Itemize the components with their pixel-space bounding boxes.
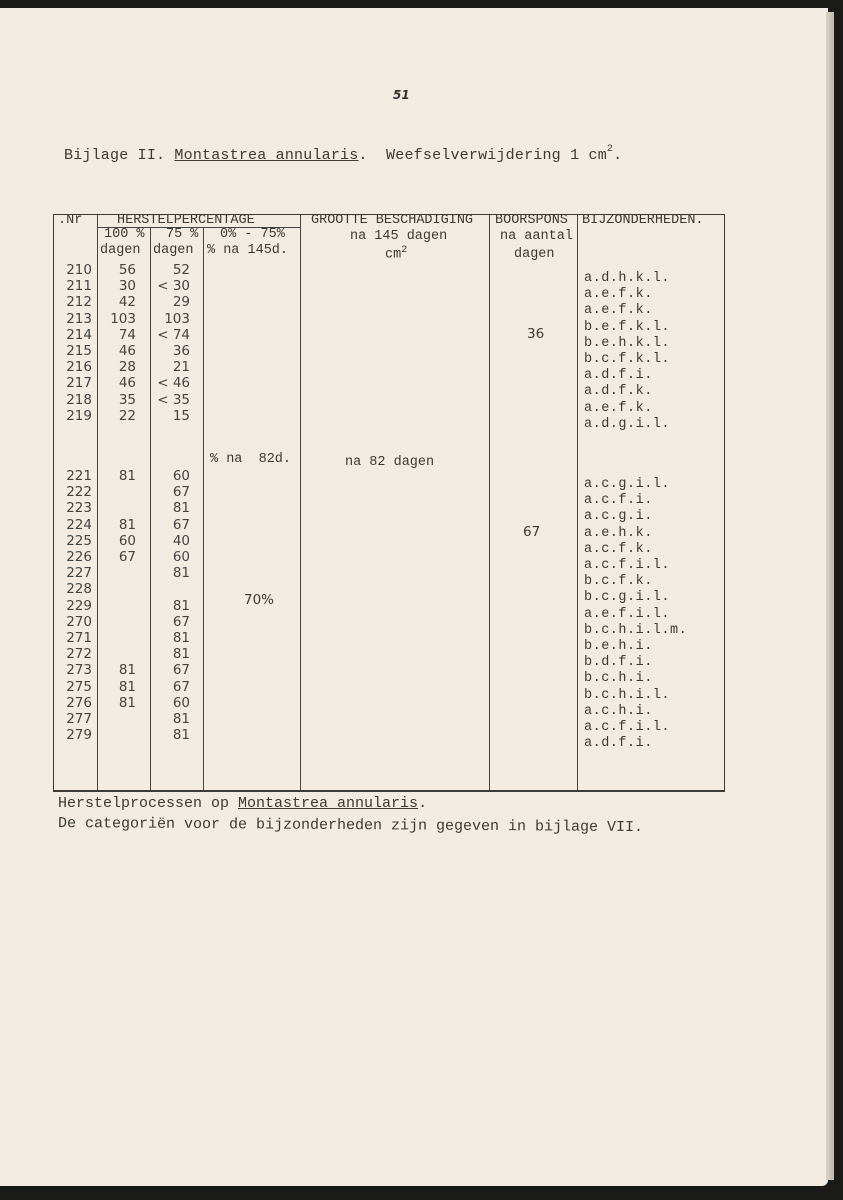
row-p75: 29	[172, 294, 190, 311]
row-nr: 216	[66, 359, 92, 376]
row-nr: 219	[66, 407, 92, 424]
row-bijzonderheden: a.c.f.i.l.	[584, 558, 671, 573]
header-75: 75 %	[166, 227, 199, 242]
title-superscript: 2	[606, 144, 614, 155]
row-nr: 223	[66, 500, 92, 517]
caption-species: Montastrea annularis	[238, 795, 419, 812]
row-bijzonderheden: a.d.f.k.	[584, 384, 653, 400]
row-nr: 210	[66, 262, 92, 278]
row-p100: 30	[118, 278, 136, 295]
grootte-cm-sup: 2	[401, 245, 408, 256]
row-p75: 67	[172, 516, 190, 533]
row-bijzonderheden: b.e.f.k.l.	[584, 319, 671, 335]
caption-end: .	[418, 795, 428, 812]
row-p75: 21	[172, 359, 190, 376]
boorspons-group2: 67	[523, 524, 541, 540]
row-p75: < 30	[157, 278, 190, 295]
col-divider	[577, 215, 578, 790]
header-boorspons-line2: dagen	[514, 247, 555, 262]
row-nr: 271	[66, 630, 92, 646]
row-nr: 217	[66, 375, 92, 392]
row-bijzonderheden: a.d.h.k.l.	[584, 271, 671, 286]
row-nr: 215	[66, 343, 92, 359]
row-p75: 81	[172, 500, 190, 517]
row-bijzonderheden: a.e.f.k.	[584, 400, 653, 416]
row-bijzonderheden: b.d.f.i.	[584, 655, 653, 671]
row-p75: 67	[172, 613, 190, 630]
document-page	[0, 8, 828, 1186]
row-p100: 60	[118, 532, 136, 549]
row-p75: 81	[172, 597, 190, 614]
title-suffix: . Weefselverwijdering 1 cm	[358, 147, 607, 164]
header-0-75-sub: % na 145d.	[207, 243, 289, 258]
header-0-75: 0% - 75%	[220, 227, 285, 242]
row-nr: 214	[66, 326, 92, 343]
header-grootte-line1	[350, 229, 447, 244]
row-bijzonderheden: b.c.f.k.	[584, 574, 653, 590]
row-p100: 28	[118, 359, 136, 376]
row-p75: 81	[172, 711, 190, 727]
row-nr: 279	[66, 727, 92, 744]
header-grootte-line2	[385, 245, 407, 263]
row-p75: < 46	[157, 375, 190, 392]
row-bijzonderheden: b.c.h.i.	[584, 671, 653, 687]
header-100: 100 %	[104, 227, 145, 242]
header-grootte-82: na 82 dagen	[345, 455, 435, 470]
row-p100: 81	[118, 468, 136, 484]
row-nr: 213	[66, 310, 92, 327]
page-number: 51	[393, 88, 410, 102]
row-bijzonderheden: a.c.h.i.	[584, 703, 653, 719]
col0-value-group2: 70%	[244, 592, 275, 608]
row-p100: 81	[118, 516, 136, 533]
row-nr: 224	[66, 516, 92, 533]
row-bijzonderheden: a.c.g.i.l.	[584, 477, 671, 492]
row-bijzonderheden: a.e.f.k.	[584, 287, 653, 303]
col-divider	[489, 215, 490, 790]
caption-line-1	[58, 795, 427, 812]
row-p100: 35	[118, 391, 136, 408]
row-p75: 67	[172, 484, 190, 501]
row-p100: 103	[110, 310, 136, 327]
row-bijzonderheden: b.e.h.i.	[584, 639, 653, 654]
row-bijzonderheden: b.c.f.k.l.	[584, 352, 671, 367]
row-bijzonderheden: b.c.h.i.l.	[584, 687, 671, 703]
col-divider	[300, 215, 301, 790]
row-p75: 81	[172, 565, 190, 582]
row-nr: 275	[66, 678, 92, 695]
row-nr: 211	[66, 278, 92, 295]
row-p75: < 74	[157, 326, 190, 343]
row-p75: 67	[172, 678, 190, 695]
row-bijzonderheden: a.d.f.i.	[584, 368, 653, 384]
row-nr: 225	[66, 532, 92, 549]
header-boorspons: BOORSPONS	[495, 213, 568, 228]
row-p100: 81	[118, 678, 136, 695]
row-p75: 60	[172, 549, 190, 565]
row-bijzonderheden: a.c.f.k.	[584, 541, 653, 557]
boorspons-group1: 36	[527, 326, 545, 342]
row-p100: 74	[118, 326, 136, 343]
col-divider	[97, 215, 98, 790]
row-bijzonderheden: a.e.h.k.	[584, 525, 653, 541]
row-nr: 277	[66, 711, 92, 727]
row-p75: 36	[172, 343, 190, 359]
row-bijzonderheden: a.c.f.i.l.	[584, 720, 671, 735]
row-p75: 81	[172, 646, 190, 663]
row-bijzonderheden: a.d.f.i.	[584, 736, 653, 752]
row-p75: 60	[172, 694, 190, 711]
row-p75: 52	[172, 262, 190, 278]
page-title	[64, 144, 622, 164]
row-p100: 56	[118, 262, 136, 278]
caption-prefix: Herstelprocessen op	[58, 795, 239, 812]
row-bijzonderheden: b.e.h.k.l.	[584, 335, 671, 351]
header-75-dagen: dagen	[153, 243, 194, 258]
header-grootte: GROOTTE BESCHADIGING	[311, 213, 474, 228]
title-species: Montastrea annularis	[174, 147, 359, 164]
row-nr: 276	[66, 694, 92, 711]
page-edge	[826, 12, 834, 1180]
row-p75: 81	[172, 630, 190, 646]
col-divider	[203, 227, 204, 790]
header-boorspons-line1: na aantal	[500, 229, 573, 244]
row-p75: 15	[172, 407, 190, 424]
row-nr: 226	[66, 549, 92, 565]
row-nr: 229	[66, 597, 92, 614]
row-p75: < 35	[157, 391, 190, 408]
row-p75: 60	[172, 468, 190, 484]
row-bijzonderheden: a.d.g.i.l.	[584, 416, 671, 432]
row-p100: 81	[118, 662, 136, 679]
header-bijzonderheden: BIJZONDERHEDEN.	[582, 213, 704, 228]
row-bijzonderheden: a.e.f.i.l.	[584, 606, 671, 622]
caption-line-2: De categoriën voor de bijzonderheden zijn gegeven in bijlage VII.	[57, 815, 644, 837]
row-nr: 272	[66, 646, 92, 663]
row-p75: 67	[172, 662, 190, 679]
title-end: .	[613, 147, 623, 164]
row-p100: 46	[118, 375, 136, 392]
row-p75: 81	[172, 727, 190, 744]
row-nr: 212	[66, 294, 92, 311]
header-100-dagen: dagen	[100, 243, 141, 258]
row-bijzonderheden: a.e.f.k.	[584, 303, 653, 319]
row-p100: 22	[118, 407, 136, 424]
row-nr: 218	[66, 391, 92, 408]
row-bijzonderheden: b.c.g.i.l.	[584, 590, 671, 606]
row-p100: 81	[118, 694, 136, 711]
col-divider	[150, 227, 151, 790]
row-nr: 227	[66, 565, 92, 582]
row-p75: 103	[164, 310, 190, 327]
row-nr: 270	[66, 613, 92, 630]
header-nr: .Nr	[58, 213, 83, 228]
header-herstelpercentage: HERSTELPERCENTAGE	[117, 213, 255, 228]
row-p75: 40	[172, 532, 190, 549]
grootte-line1-text: na 145 dagen	[350, 229, 448, 244]
row-nr: 221	[66, 468, 92, 484]
title-prefix: Bijlage II.	[64, 147, 166, 164]
row-p100: 42	[118, 294, 136, 311]
grootte-cm: cm	[385, 247, 402, 263]
row-nr: 228	[66, 581, 92, 598]
data-table	[53, 214, 725, 792]
row-p100: 46	[118, 343, 136, 359]
row-bijzonderheden: a.c.f.i.	[584, 493, 653, 509]
row-p100: 67	[118, 549, 136, 565]
row-nr: 273	[66, 662, 92, 679]
header-0-75-82d: % na 82d.	[210, 452, 292, 467]
row-bijzonderheden: a.c.g.i.	[584, 509, 653, 525]
row-nr: 222	[66, 484, 92, 501]
row-bijzonderheden: b.c.h.i.l.m.	[584, 622, 688, 638]
